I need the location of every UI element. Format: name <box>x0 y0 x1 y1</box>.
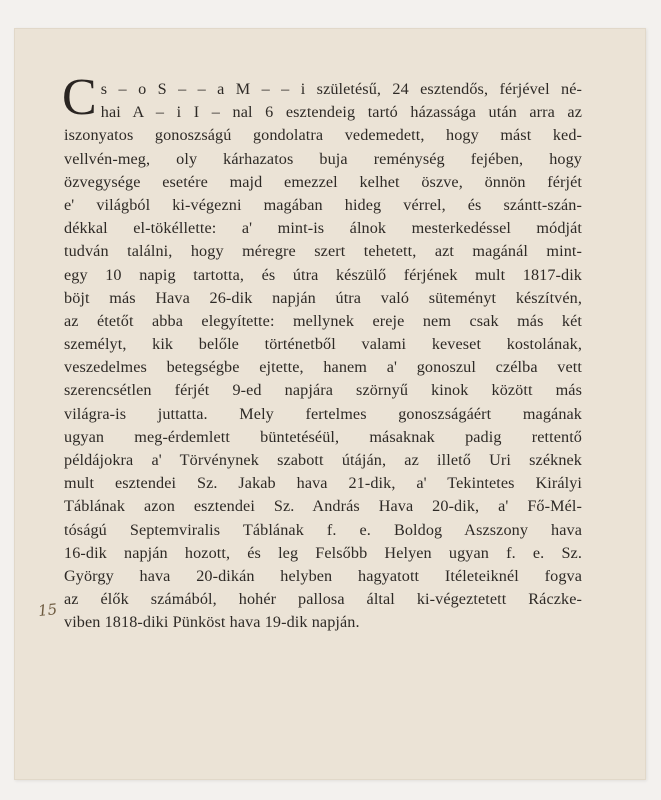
text-line: az étetőt abba elegyítette: mellynek ereje nem csak más két <box>64 311 582 330</box>
text-line: hai A – i I – nal 6 esztendeig tartó házassága után arra az <box>100 103 582 122</box>
text-line: Táblának azon esztendei Sz. András Hava 20-dik, a' Fő-Mél- <box>64 497 582 516</box>
text-line: e' világból ki-végezni magában hideg vérrel, és szántt-szán- <box>64 195 582 214</box>
text-line: böjt más Hava 26-dik napján útra való süteményt készítvén, <box>64 288 582 307</box>
text-line: viben 1818-diki Pünköst hava 19-dik napján. <box>64 613 360 632</box>
text-line: példájokra a' Törvénynek szabott útáján, az illető Uri széknek <box>64 451 582 469</box>
paper-sheet <box>14 28 646 780</box>
text-line: dékkal el-tökéllette: a' mint-is álnok mesterkedéssel módját <box>64 219 582 238</box>
text-line: ugyan meg-érdemlett büntetéséül, másaknak padig rettentő <box>64 427 582 446</box>
handwritten-annotation: 15 <box>37 600 58 620</box>
text-line: mult esztendei Sz. Jakab hava 21-dik, a' Tekintetes Királyi <box>64 474 582 493</box>
text-line: világra-is juttatta. Mely fertelmes gonoszságáért magának <box>64 404 582 423</box>
text-line: személyt, kik belőle történetből valami keveset kostolának, <box>64 335 582 354</box>
text-line: iszonyatos gonoszságú gondolatra vedemedett, hogy mást ked- <box>64 126 582 145</box>
text-line: özvegysége esetére majd emezzel kelhet öszve, önnön férjét <box>64 172 582 191</box>
text-line: az élők számából, hohér pallosa által ki-végeztetett Ráczke- <box>64 590 582 609</box>
document-body <box>62 69 582 635</box>
text-line: szerencsétlen férjét 9-ed napjára szörnyű kinok között más <box>64 381 582 400</box>
drop-cap: C <box>62 69 97 126</box>
text-line: s – o S – – a M – – i születésű, 24 esztendős, férjével né- <box>100 80 582 98</box>
text-line: vellvén-meg, oly kárhazatos buja reménység fejében, hogy <box>64 149 582 168</box>
text-line: György hava 20-dikán helyben hagyatott Itéleteiknél fogva <box>64 566 582 585</box>
text-line: 16-dik napján hozott, és leg Felsőbb Helyen ugyan f. e. Sz. <box>64 543 582 562</box>
text-line: egy 10 napig tartotta, és útra készülő férjének mult 1817-dik <box>64 265 582 284</box>
text-line: veszedelmes betegségbe ejtette, hanem a' gonoszul czélba vett <box>64 358 582 377</box>
text-line: tudván találni, hogy méregre szert tehetett, azt magánál mint- <box>64 242 582 261</box>
text-line: tóságú Septemviralis Táblának f. e. Boldog Aszszony hava <box>64 520 582 539</box>
